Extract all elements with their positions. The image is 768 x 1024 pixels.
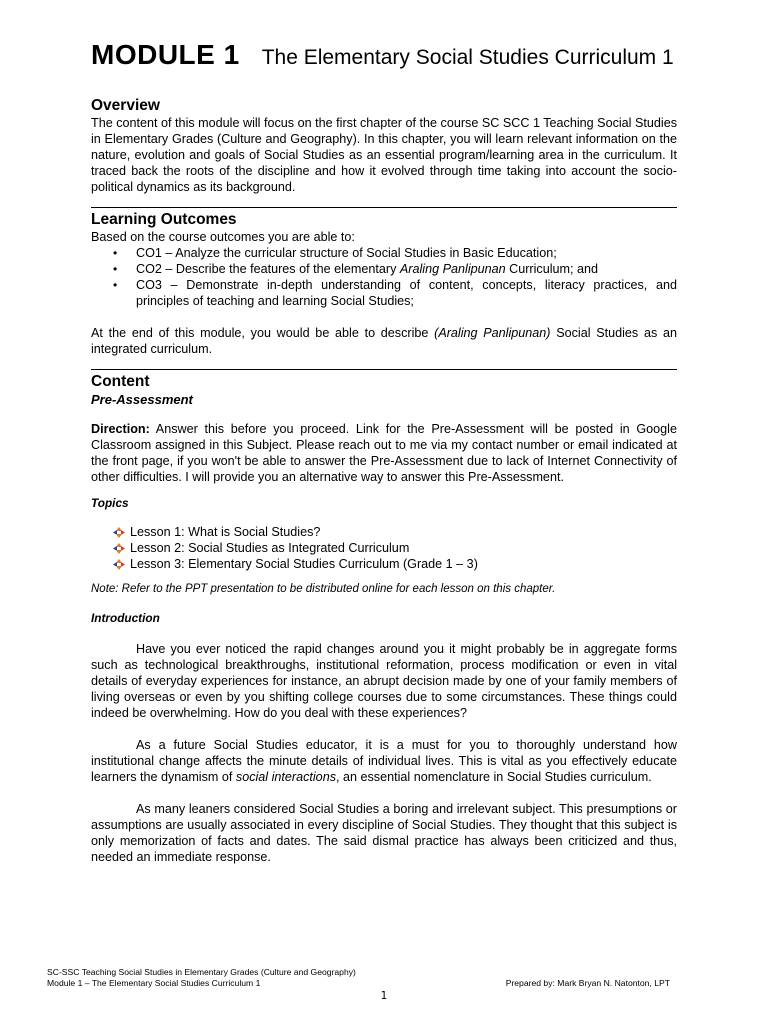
introduction-heading: Introduction [91,611,160,625]
pre-assessment-heading: Pre-Assessment [91,392,193,407]
module-title-text: The Elementary Social Studies Curriculum 1 [261,46,674,69]
bullet-icon: • [113,246,118,260]
intro-paragraph-3: As many leaners considered Social Studies a boring and irrelevant subject. This presumptions or assumptions are usually associated in every discipline of Social Studies. They thought that this subject is only memorization of facts and dates. The said dismal practice has always been criticized and thus, needed an immediate response. [91,802,677,864]
note-text: Note: Refer to the PPT presentation to be distributed online for each lesson on this chapter. [91,583,556,595]
list-item: Lesson 3: Elementary Social Studies Curriculum (Grade 1 – 3) [91,556,677,572]
arrow-bullet-icon [113,543,125,554]
learning-outcomes-closing: At the end of this module, you would be able to describe (Araling Panlipunan) Social Studies as an integrated curriculum. [91,326,677,356]
content-heading: Content [91,373,150,390]
footer-course-line: SC-SSC Teaching Social Studies in Elementary Grades (Culture and Geography) [47,967,356,977]
arrow-bullet-icon [113,559,125,570]
list-item: • CO3 – Demonstrate in-depth understanding of content, concepts, literacy practices, and principles of teaching and learning Social Studies; [113,278,677,308]
bullet-icon: • [113,262,118,276]
module-title [91,40,677,72]
footer-prepared-by: Prepared by: Mark Bryan N. Natonton, LPT [505,977,670,988]
intro-paragraph-1: Have you ever noticed the rapid changes around you it might probably be in aggregate forms such as technological breakthroughs, institutional reformation, process modification or even in vital details of everyday experiences for instance, an abrupt decision made by one of your family members of living overseas or even by you shifting college courses due to some circumstances. These things could indeed be overwhelming. How do you deal with these experiences? [91,642,677,720]
arrow-bullet-icon [113,527,125,538]
page-number: 1 [380,990,388,1002]
learning-outcomes-list [91,245,677,309]
document-page [91,40,677,865]
learning-outcomes-heading: Learning Outcomes [91,211,237,228]
topics-list [91,524,677,572]
bullet-icon: • [113,278,118,292]
list-item: Lesson 2: Social Studies as Integrated Curriculum [91,540,677,556]
list-item: • CO2 – Describe the features of the elementary Araling Panlipunan Curriculum; and [113,262,599,276]
list-item: • CO1 – Analyze the curricular structure of Social Studies in Basic Education; [113,246,557,260]
learning-outcomes-intro: Based on the course outcomes you are able to: [91,230,355,244]
module-label: MODULE 1 [91,39,240,70]
overview-text: The content of this module will focus on the first chapter of the course SC SCC 1 Teaching Social Studies in Elementary Grades (Culture and Geography). In this chapter, you will learn relevant information on the nature, evolution and goals of Social Studies as an essential program/learning area in the curriculum. It traced back the roots of the discipline and how it evolved through time taking into account the socio-political dynamics as its background. [91,116,677,194]
topics-heading: Topics [91,496,129,510]
direction-text: Direction: Answer this before you proceed. Link for the Pre-Assessment will be posted in Google Classroom assigned in this Subject. Please reach out to me via my contact number or email indicated at the front page, if you won't be able to answer the Pre-Assessment due to lack of Internet Connectivity of other difficulties. I will provide you an alternative way to answer this Pre-Assessment. [91,422,677,484]
list-item: Lesson 1: What is Social Studies? [91,524,677,540]
overview-heading: Overview [91,97,160,114]
page-footer [47,967,687,988]
intro-paragraph-2: As a future Social Studies educator, it is a must for you to thoroughly understand how institutional change affects the minute details of individual lives. This is vital as you effectively educate learners the dynamism of social interactions, an essential nomenclature in Social Studies curriculum. [91,738,677,784]
footer-module-line: Module 1 – The Elementary Social Studies Curriculum 1 [47,977,261,988]
